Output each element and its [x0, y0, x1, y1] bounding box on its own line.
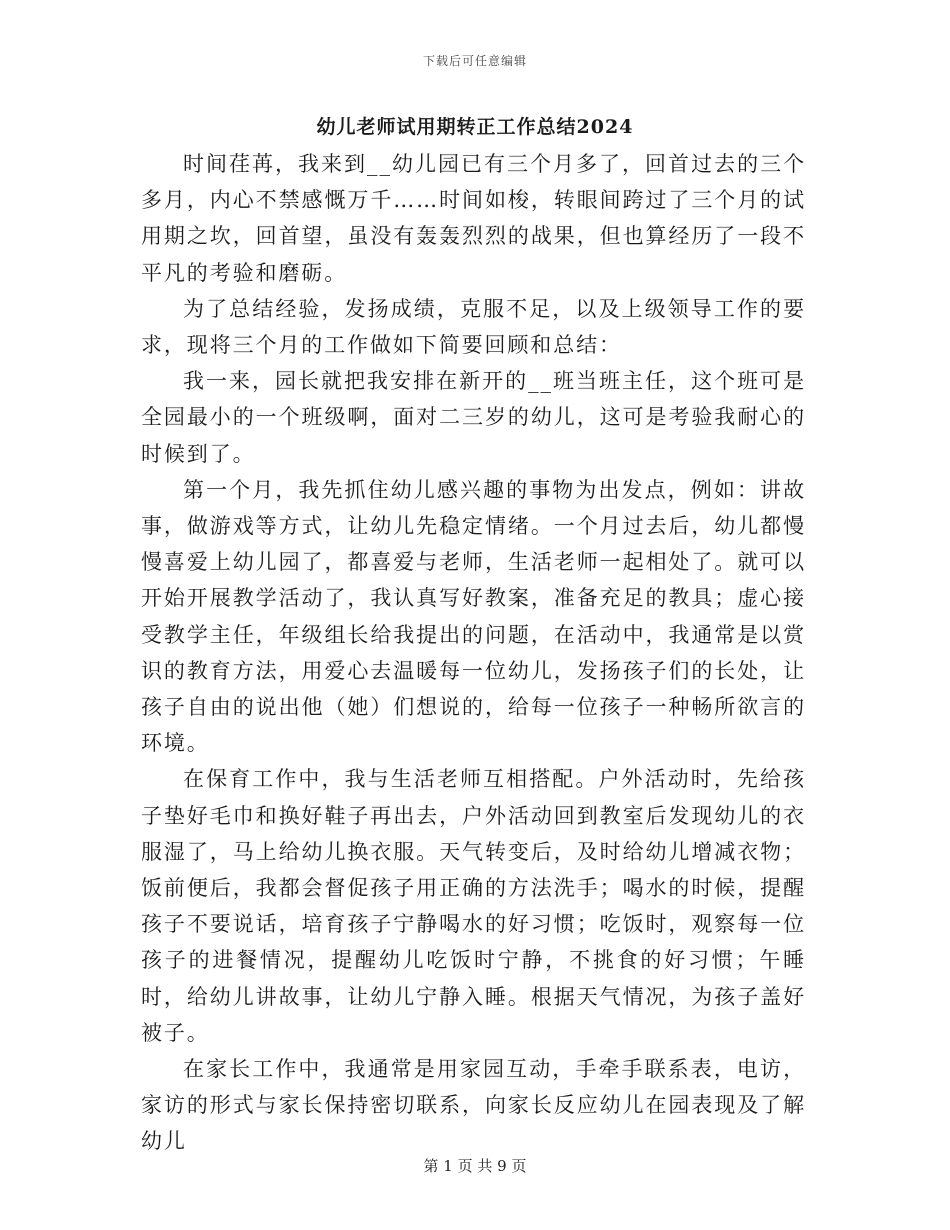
document-title: 幼儿老师试用期转正工作总结2024 — [316, 116, 634, 138]
paragraph-3: 我一来，园长就把我安排在新开的__班当班主任，这个班可是全园最小的一个班级啊，面对二三岁的幼儿，这可是考验我耐心的时候到了。 — [141, 369, 806, 466]
paragraph-5: 在保育工作中，我与生活老师互相搭配。户外活动时，先给孩子垫好毛巾和换好鞋子再出去，户外活动回到教室后发现幼儿的衣服湿了，马上给幼儿换衣服。天气转变后，及时给幼儿增减衣物；饭前便后，我都会督促孩子用正确的方法洗手；喝水的时候，提醒孩子不要说话，培育孩子宁静喝水的好习惯；吃饭时，观察每一位孩子的进餐情况，提醒幼儿吃饭时宁静，不挑食的好习惯；午睡时，给幼儿讲故事，让幼儿宁静入睡。根据天气情况，为孩子盖好被子。 — [141, 767, 806, 1045]
paragraph-1: 时间荏苒，我来到__幼儿园已有三个月多了，回首过去的三个多月，内心不禁感慨万千……时间如梭，转眼间跨过了三个月的试用期之坎，回首望，虽没有轰轰烈烈的战果，但也算经历了一段不平凡的考验和磨砺。 — [141, 152, 806, 285]
page-number-label: 第 1 页 共 9 页 — [423, 1157, 527, 1175]
paragraph-2: 为了总结经验，发扬成绩，克服不足，以及上级领导工作的要求，现将三个月的工作做如下简要回顾和总结： — [141, 296, 806, 358]
header-note: 下载后可任意编辑 — [422, 54, 527, 68]
paragraph-4: 第一个月，我先抓住幼儿感兴趣的事物为出发点，例如：讲故事，做游戏等方式，让幼儿先稳定情绪。一个月过去后，幼儿都慢慢喜爱上幼儿园了，都喜爱与老师，生活老师一起相处了。就可以开始开展教学活动了，我认真写好教案，准备充足的教具；虚心接受教学主任，年级组长给我提出的问题，在活动中，我通常是以赏识的教育方法，用爱心去温暖每一位幼儿，发扬孩子们的长处，让孩子自由的说出他（她）们想说的，给每一位孩子一种畅所欲言的环境。 — [141, 477, 806, 756]
page-footer — [0, 1155, 950, 1176]
paragraph-6: 在家长工作中，我通常是用家园互动，手牵手联系表，电访，家访的形式与家长保持密切联系，向家长反应幼儿在园表现及了解幼儿 — [141, 1057, 806, 1154]
document-body — [141, 146, 806, 1160]
